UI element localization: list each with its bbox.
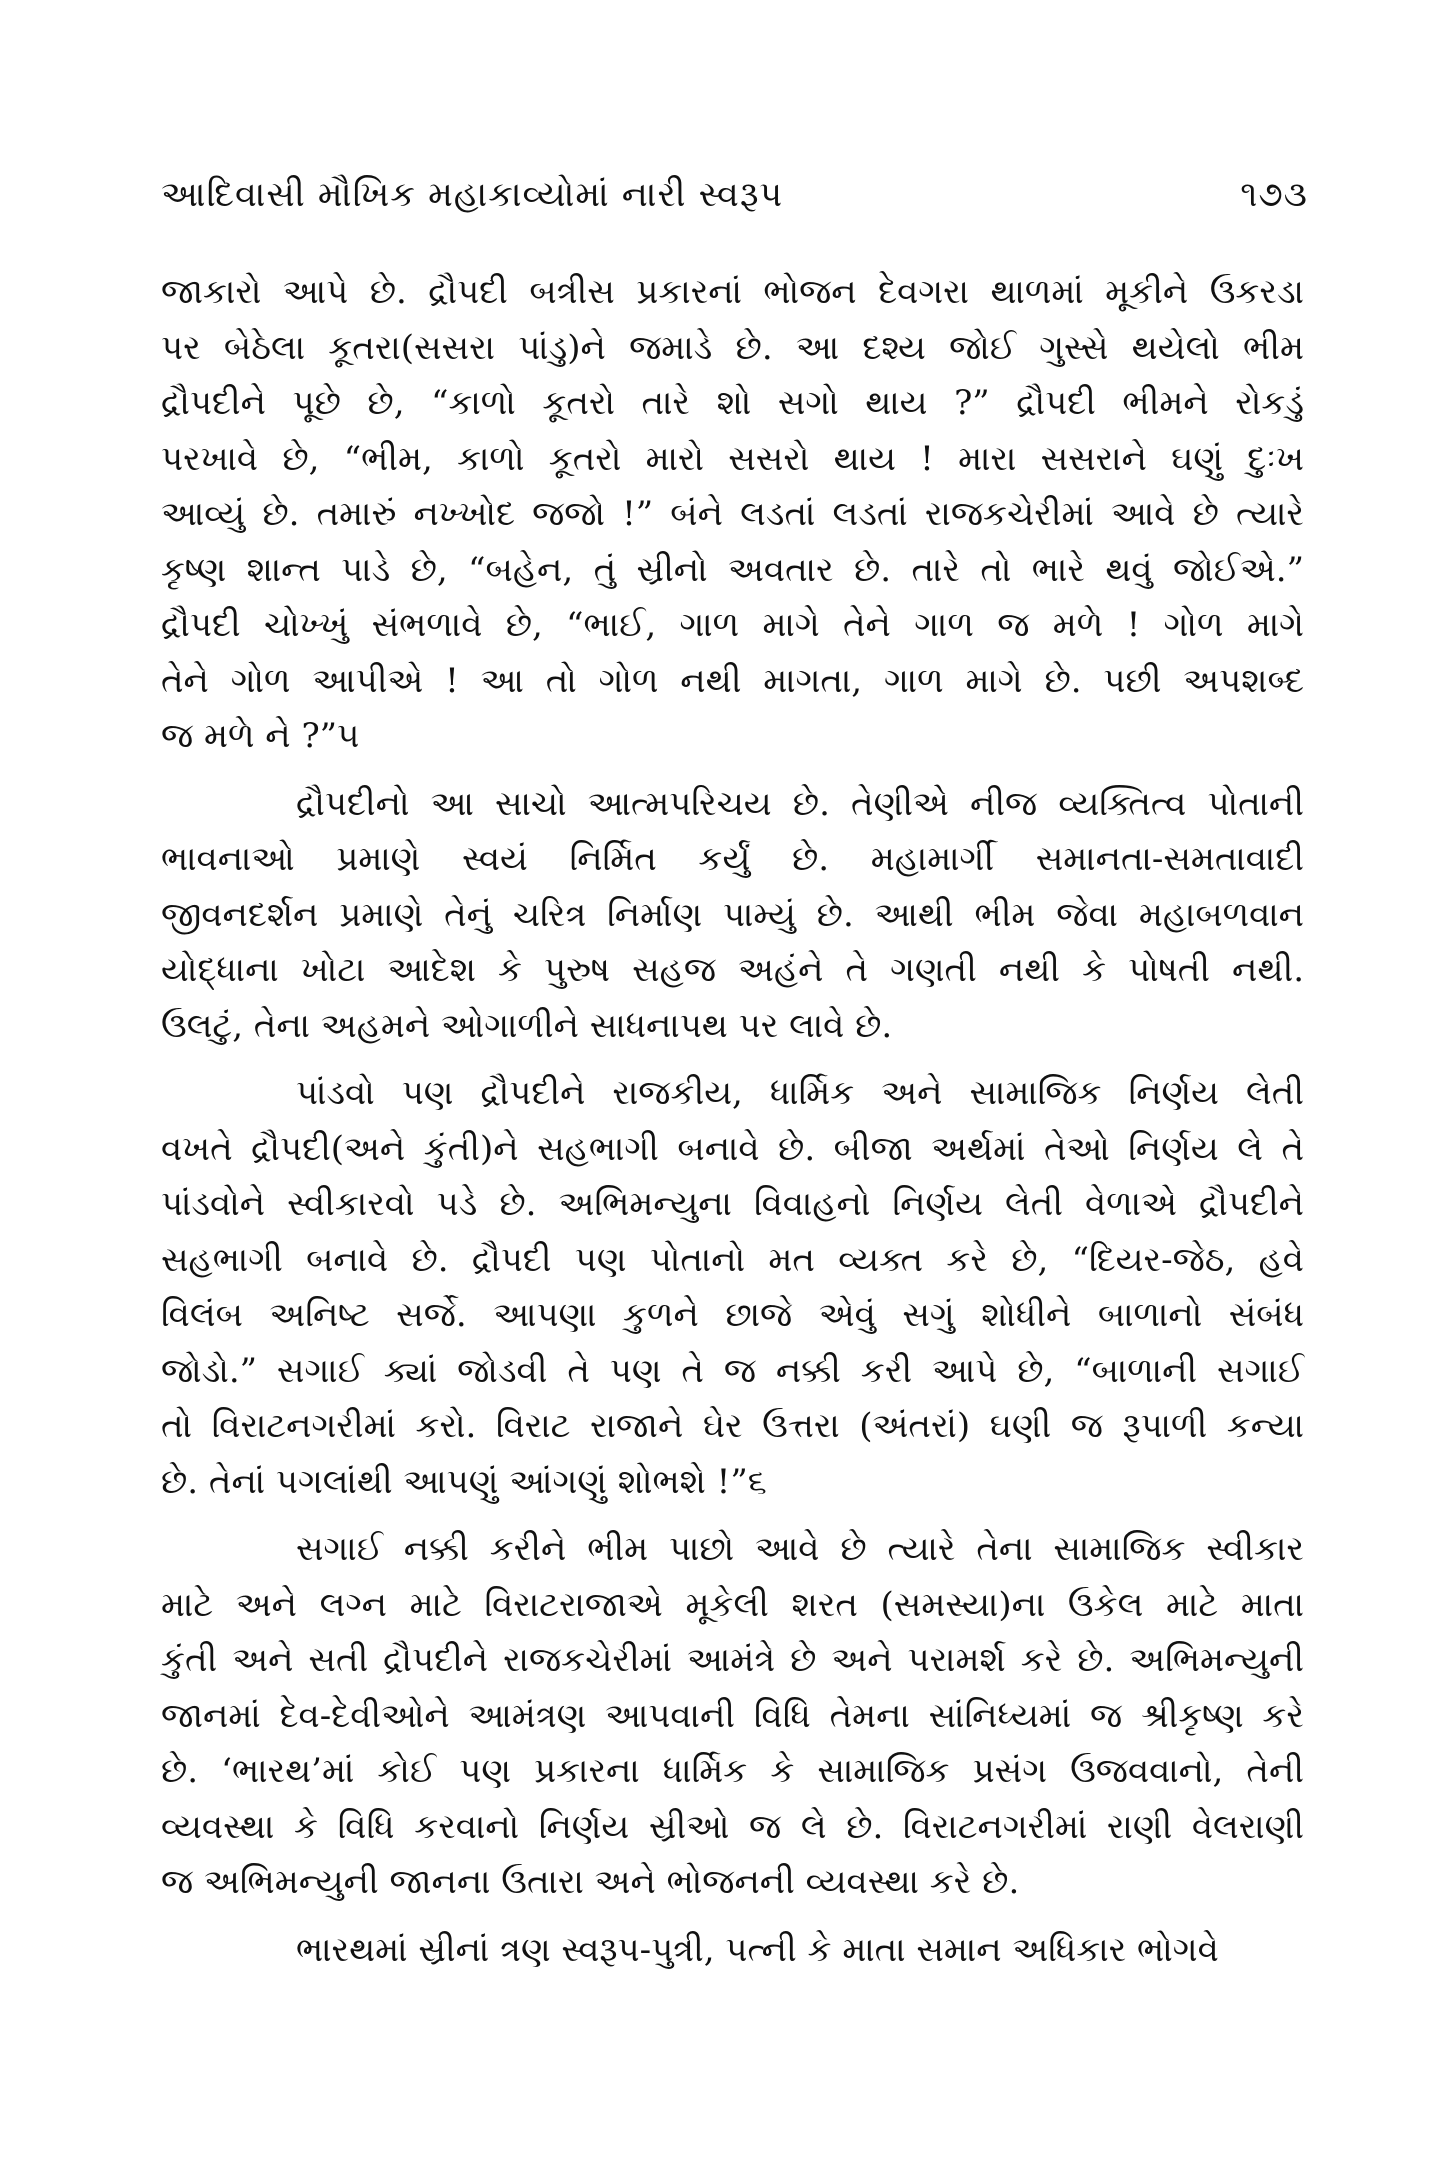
- text-line: પરખાવે છે, “ભીમ, કાળો કૂતરો મારો સસરો થાય ! મારા સસરાને ઘણું દુઃખ: [161, 438, 1304, 479]
- paragraph: [161, 1923, 1304, 1979]
- paragraph: [161, 1066, 1304, 1510]
- text-line: યોદ્ધાના ખોટા આદેશ કે પુરુષ સહજ અહંને તે ગણતી નથી કે પોષતી નથી.: [161, 950, 1304, 990]
- text-line: છે. તેનાં પગલાંથી આપણું આંગણું શોભશે !”૬: [161, 1461, 767, 1502]
- text-line: જાકારો આપે છે. દ્રૌપદી બત્રીસ પ્રકારનાં ભોજન દેવગરા થાળમાં મૂકીને ઉકરડા: [161, 272, 1304, 312]
- text-line: દ્રૌપદીનો આ સાચો આત્મપરિચય છે. તેણીએ નીજ વ્યક્તિત્વ પોતાની: [296, 783, 1304, 824]
- text-line: તેને ગોળ આપીએ ! આ તો ગોળ નથી માગતા, ગાળ માગે છે. પછી અપશબ્દ: [161, 660, 1304, 701]
- text-line: જીવનદર્શન પ્રમાણે તેનું ચરિત્ર નિર્માણ પામ્યું છે. આથી ભીમ જેવા મહાબળવાન: [161, 894, 1304, 935]
- text-line: કૃષ્ણ શાન્ત પાડે છે, “બહેન, તું સ્રીનો અવતાર છે. તારે તો ભારે થવું જોઈએ.”: [161, 549, 1304, 590]
- text-line: પાંડવો પણ દ્રૌપદીને રાજકીય, ધાર્મિક અને સામાજિક નિર્ણય લેતી: [296, 1073, 1304, 1113]
- text-line: જોડો.” સગાઈ ક્યાં જોડવી તે પણ તે જ નક્કી કરી આપે છે, “બાળાની સગાઈ: [161, 1350, 1304, 1391]
- text-line: પાંડવોને સ્વીકારવો પડે છે. અભિમન્યુના વિવાહનો નિર્ણય લેતી વેળાએ દ્રૌપદીને: [161, 1184, 1304, 1224]
- text-line: વિલંબ અનિષ્ટ સર્જે. આપણા કુળને છાજે એવું સગું શોધીને બાળાનો સંબંધ: [161, 1295, 1304, 1335]
- text-line: સહભાગી બનાવે છે. દ્રૌપદી પણ પોતાનો મત વ્યક્ત કરે છે, “દિયર-જેઠ, હવે: [161, 1239, 1304, 1280]
- text-line: કુંતી અને સતી દ્રૌપદીને રાજકચેરીમાં આમંત્રે છે અને પરામર્શ કરે છે. અભિમન્યુની: [161, 1640, 1304, 1680]
- page-number: ૧૭૩: [1240, 175, 1308, 215]
- text-line: જાનમાં દેવ-દેવીઓને આમંત્રણ આપવાની વિધિ તેમના સાંનિધ્યમાં જ શ્રીકૃષ્ણ કરે: [161, 1695, 1304, 1736]
- text-line: વખતે દ્રૌપદી(અને કુંતી)ને સહભાગી બનાવે છે. બીજા અર્થમાં તેઓ નિર્ણય લે તે: [161, 1128, 1304, 1169]
- text-line: દ્રૌપદી ચોખ્ખું સંભળાવે છે, “ભાઈ, ગાળ માગે તેને ગાળ જ મળે ! ગોળ માગે: [161, 605, 1304, 645]
- text-line: છે. ‘ભારથ’માં કોઈ પણ પ્રકારના ધાર્મિક કે સામાજિક પ્રસંગ ઉજવવાનો, તેની: [161, 1751, 1304, 1791]
- paragraph: [161, 777, 1304, 1055]
- paragraph: [161, 1522, 1304, 1911]
- running-header: [161, 175, 1308, 235]
- text-line: ઉલટું, તેના અહમને ઓગાળીને સાધનાપથ પર લાવે છે.: [161, 1005, 893, 1046]
- text-line: વ્યવસ્થા કે વિધિ કરવાનો નિર્ણય સ્રીઓ જ લે છે. વિરાટનગરીમાં રાણી વેલરાણી: [161, 1806, 1304, 1847]
- text-line: આવ્યું છે. તમારું નખ્ખોદ જજો !” બંને લડતાં લડતાં રાજકચેરીમાં આવે છે ત્યારે: [161, 494, 1304, 534]
- text-line: જ મળે ને ?”૫: [161, 716, 360, 756]
- text-line: માટે અને લગ્ન માટે વિરાટરાજાએ મૂકેલી શરત (સમસ્યા)ના ઉકેલ માટે માતા: [161, 1584, 1304, 1625]
- paragraph: [161, 265, 1304, 765]
- chapter-title: આદિવાસી મૌખિક મહાકાવ્યોમાં નારી સ્વરૂપ: [161, 175, 784, 215]
- text-line: ભારથમાં સ્રીનાં ત્રણ સ્વરૂપ-પુત્રી, પત્ની કે માતા સમાન અધિકાર ભોગવે: [296, 1929, 1219, 1970]
- text-line: તો વિરાટનગરીમાં કરો. વિરાટ રાજાને ઘેર ઉત્તરા (અંતરાં) ઘણી જ રૂપાળી કન્યા: [161, 1406, 1304, 1446]
- text-line: સગાઈ નક્કી કરીને ભીમ પાછો આવે છે ત્યારે તેના સામાજિક સ્વીકાર: [296, 1529, 1304, 1569]
- body-text: [161, 265, 1304, 1978]
- text-line: ભાવનાઓ પ્રમાણે સ્વયં નિર્મિત કર્યું છે. મહામાર્ગી સમાનતા-સમતાવાદી: [161, 839, 1304, 879]
- text-line: દ્રૌપદીને પૂછે છે, “કાળો કૂતરો તારે શો સગો થાય ?” દ્રૌપદી ભીમને રોકડું: [161, 383, 1304, 423]
- text-line: પર બેઠેલા કૂતરા(સસરા પાંડુ)ને જમાડે છે. આ દશ્ય જોઈ ગુસ્સે થયેલો ભીમ: [161, 327, 1304, 368]
- text-line: જ અભિમન્યુની જાનના ઉતારા અને ભોજનની વ્યવસ્થા કરે છે.: [161, 1862, 1020, 1902]
